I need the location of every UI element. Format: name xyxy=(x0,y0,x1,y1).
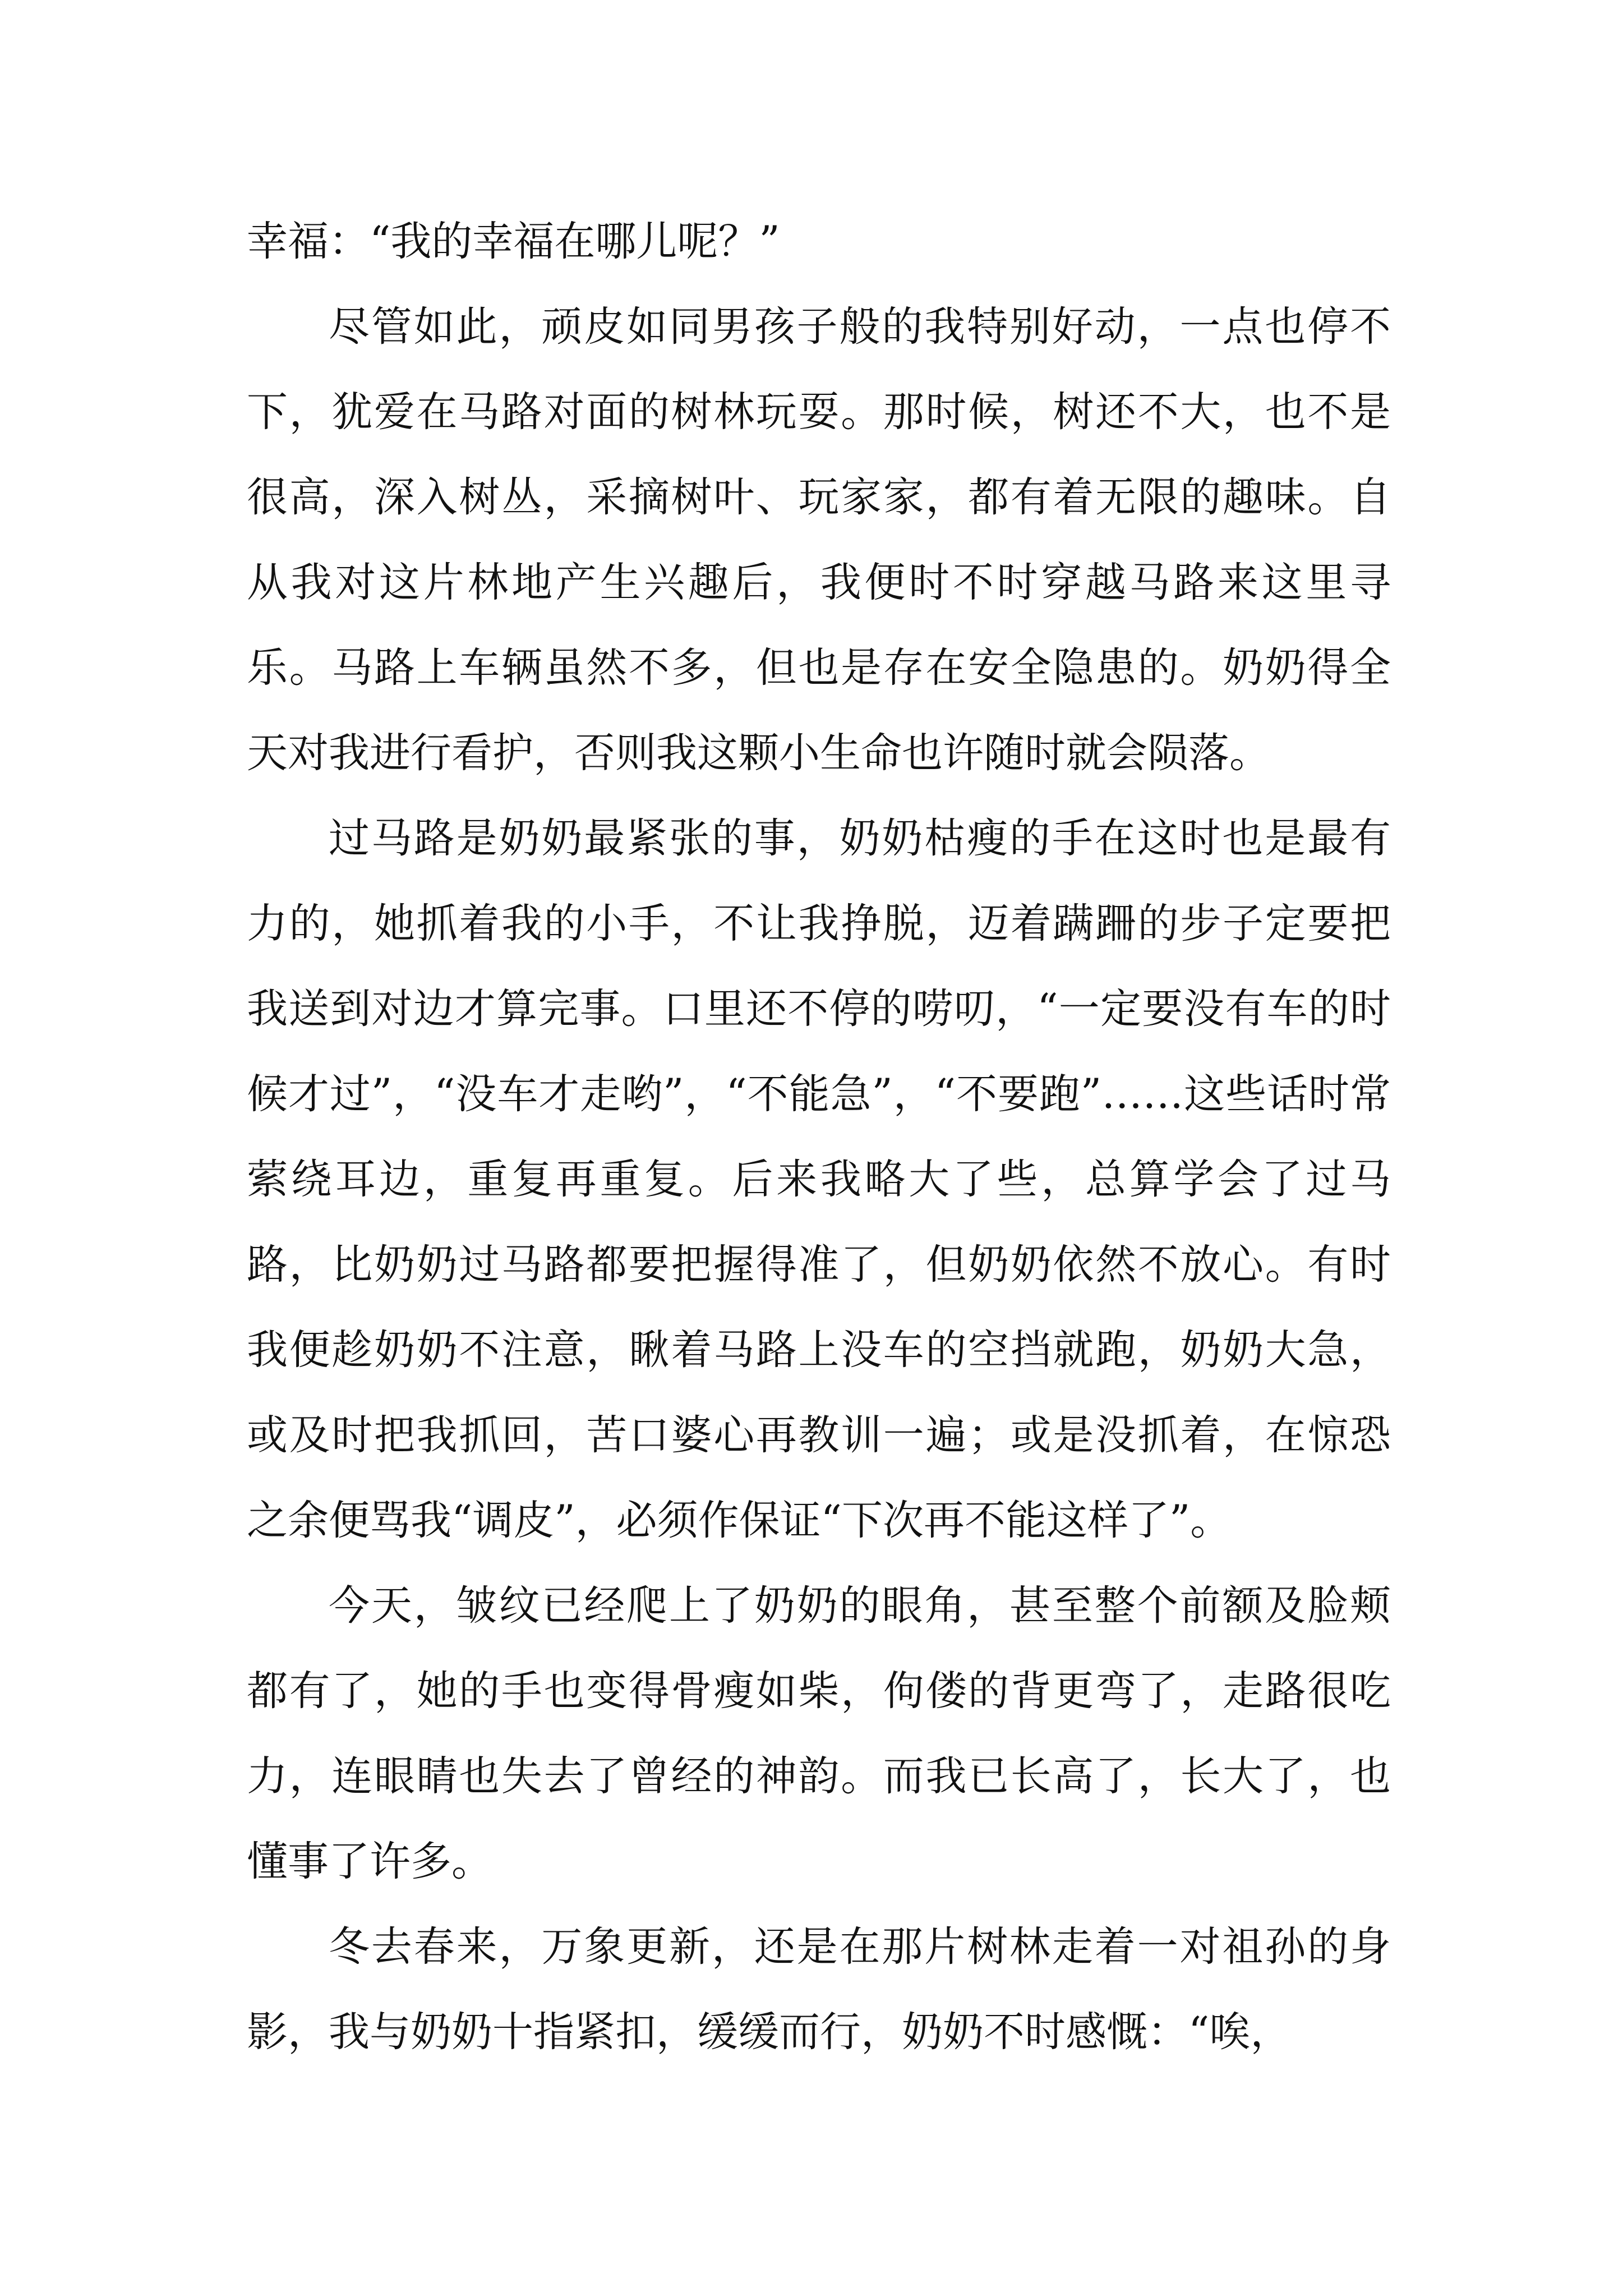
paragraph-1: 幸福：“我的幸福在哪儿呢？” xyxy=(247,218,780,265)
paragraph-5: 冬去春来，万象更新，还是在那片树林走着一对祖孙的身影，我与奶奶十指紧扣，缓缓而行，奶奶不时感慨：“唉， xyxy=(247,1923,1391,2056)
paragraph-2: 尽管如此，顽皮如同男孩子般的我特别好动，一点也停不下，犹爱在马路对面的树林玩耍。那时候，树还不大，也不是很高，深入树丛，采摘树叶、玩家家，都有着无限的趣味。自从我对这片林地产生兴趣后，我便时不时穿越马路来这里寻乐。马路上车辆虽然不多，但也是存在安全隐患的。奶奶得全天对我进行看护，否则我这颗小生命也许随时就会陨落。 xyxy=(247,303,1391,777)
body-text xyxy=(247,199,1391,2075)
paragraph-4: 今天，皱纹已经爬上了奶奶的眼角，甚至整个前额及脸颊都有了，她的手也变得骨瘦如柴，佝偻的背更弯了，走路很吃力，连眼睛也失去了曾经的神韵。而我已长高了，长大了，也懂事了许多。 xyxy=(247,1582,1391,1885)
paragraph-3: 过马路是奶奶最紧张的事，奶奶枯瘦的手在这时也是最有力的，她抓着我的小手，不让我挣脱，迈着蹒跚的步子定要把我送到对边才算完事。口里还不停的唠叨，“一定要没有车的时候才过”，“没车才走哟”，“不能急”，“不要跑”……这些话时常萦绕耳边，重复再重复。后来我略大了些，总算学会了过马路，比奶奶过马路都要把握得准了，但奶奶依然不放心。有时我便趁奶奶不注意，瞅着马路上没车的空挡就跑，奶奶大急，或及时把我抓回，苦口婆心再教训一遍；或是没抓着，在惊恐之余便骂我“调皮”，必须作保证“下次再不能这样了”。 xyxy=(247,815,1391,1544)
